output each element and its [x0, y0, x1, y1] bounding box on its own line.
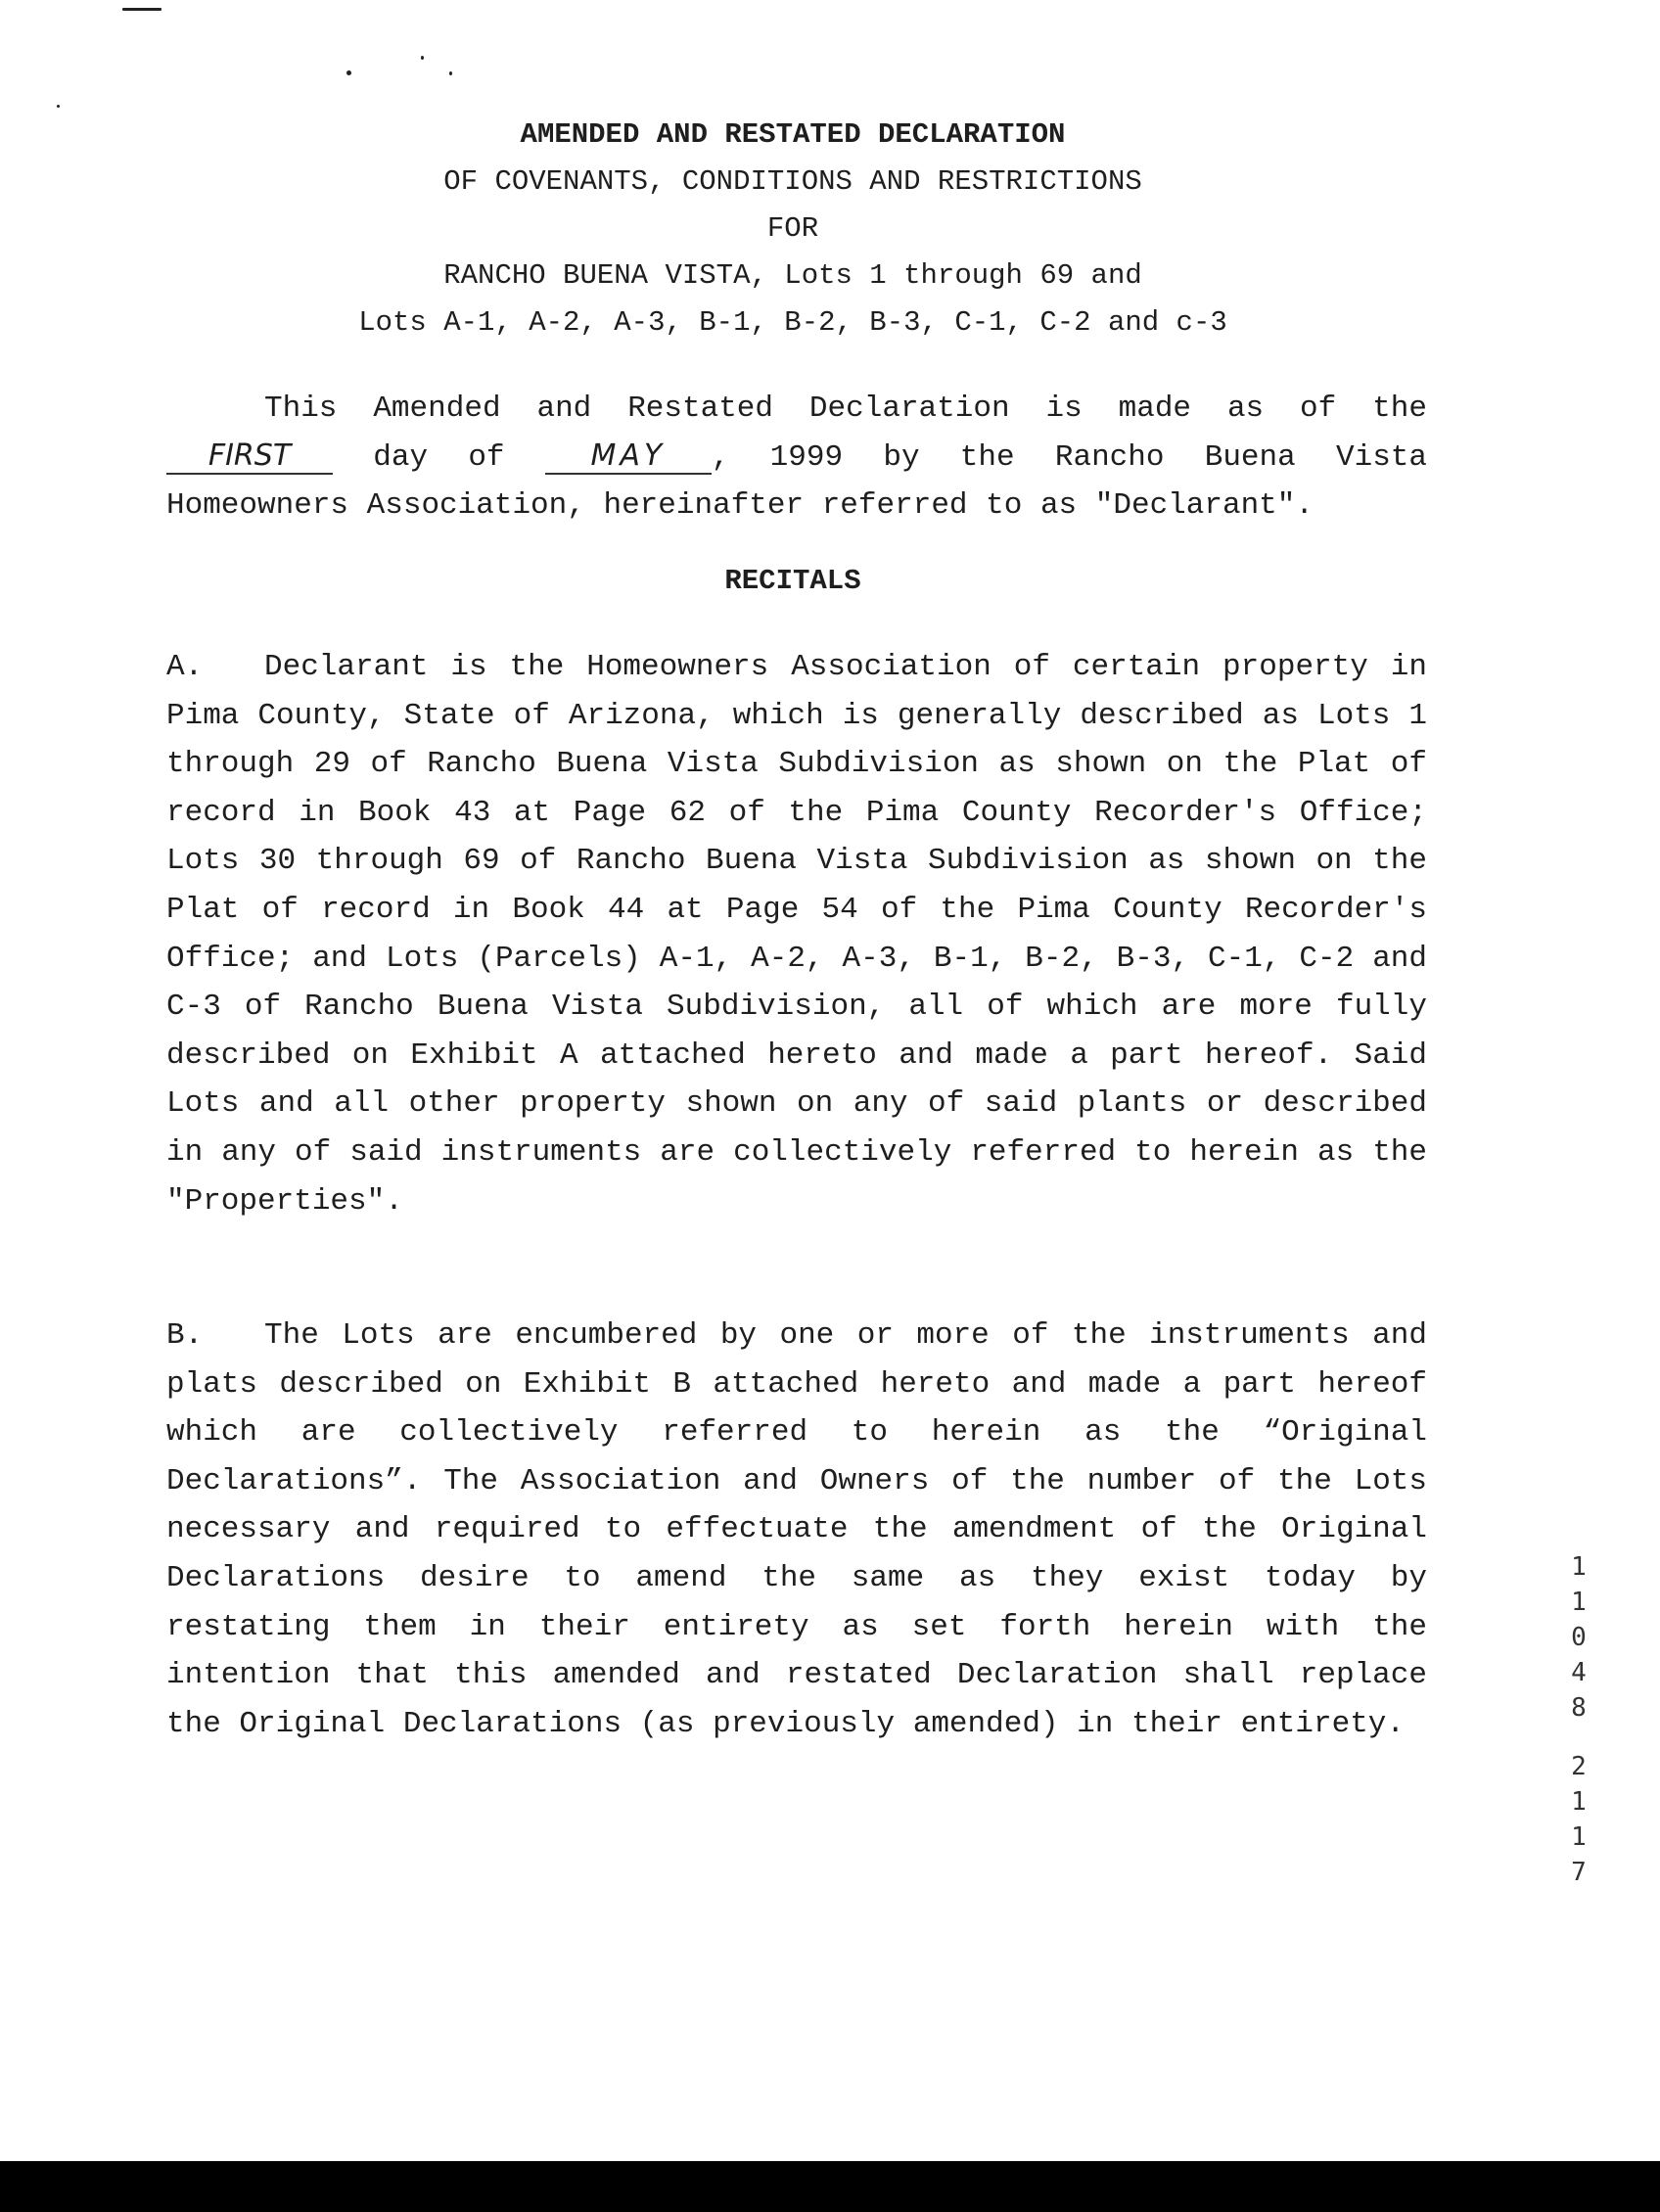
scan-speck — [122, 8, 161, 11]
scan-speck — [57, 105, 60, 108]
recital-b — [166, 1312, 1427, 1748]
document-title — [0, 112, 1586, 346]
title-line-1: AMENDED AND RESTATED DECLARATION — [520, 118, 1066, 151]
title-line-3: FOR — [766, 212, 819, 245]
scan-speck — [449, 71, 452, 75]
stamp-digit: 1 — [1571, 1552, 1587, 1582]
title-line-4: RANCHO BUENA VISTA, Lots 1 through 69 and — [443, 259, 1142, 292]
title-line-2: OF COVENANTS, CONDITIONS AND RESTRICTIONS — [443, 165, 1142, 198]
intro-text-end: , 1999 by the Rancho Buena Vista Homeowners Association, hereinafter referred to as "Declarant". — [166, 439, 1428, 524]
stamp-digit: 2 — [1571, 1752, 1587, 1781]
stamp-digit: 4 — [1571, 1658, 1587, 1687]
day-handwritten-field: FIRST — [166, 439, 333, 475]
title-line-5: Lots A-1, A-2, A-3, B-1, B-2, B-3, C-1, C-2 and c-3 — [358, 306, 1227, 339]
stamp-digit: 1 — [1571, 1822, 1587, 1852]
stamp-digit: 1 — [1571, 1588, 1587, 1617]
intro-text-start: This Amended and Restated Declaration is made as of the — [264, 392, 1427, 426]
intro-day-of: day of — [373, 439, 505, 475]
recital-b-text: The Lots are encumbered by one or more of the instruments and plats described on Exhibit B attached hereto and made a part hereof which are collectively referred to herein as the “Original Declarations”. The Association and Owners of the number of the Lots necessary and required to effectuate the amendment of the Original Declarations desire to amend the same as they exist today by restating them in their entirety as set forth herein with the intention that this amended and restated Declaration shall replace the Original Declarations (as previously amended) in their entirety. — [166, 1318, 1427, 1741]
stamp-digit: 0 — [1571, 1623, 1587, 1652]
scan-speck — [346, 70, 351, 75]
stamp-digit: 8 — [1571, 1693, 1587, 1723]
recital-a-label: A. — [166, 650, 204, 684]
recital-a-text: Declarant is the Homeowners Association of certain property in Pima County, State of Arizona, which is generally described as Lots 1 through 29 of Rancho Buena Vista Subdivision as shown on the Plat of record in Book 43 at Page 62 of the Pima County Recorder's Office; Lots 30 through 69 of Rancho Buena Vista Subdivision as shown on the Plat of record in Book 44 at Page 54 of the Pima County Recorder's Office; and Lots (Parcels) A-1, A-2, A-3, B-1, B-2, B-3, C-1, C-2 and C-3 of Rancho Buena Vista Subdivision, all of which are more fully described on Exhibit A attached hereto and made a part hereof. Said Lots and all other property shown on any of said plants or described in any of said instruments are collectively referred to herein as the "Properties". — [166, 650, 1427, 1219]
scan-speck — [421, 56, 424, 60]
intro-paragraph — [166, 385, 1427, 530]
stamp-digit: 1 — [1571, 1787, 1587, 1817]
month-handwritten-field: MAY — [545, 439, 712, 475]
recitals-heading: RECITALS — [724, 565, 861, 597]
stamp-digit: 7 — [1571, 1858, 1587, 1887]
recital-a — [166, 643, 1427, 1225]
recording-number-stamp — [1564, 1549, 1593, 1890]
recital-b-label: B. — [166, 1318, 204, 1353]
